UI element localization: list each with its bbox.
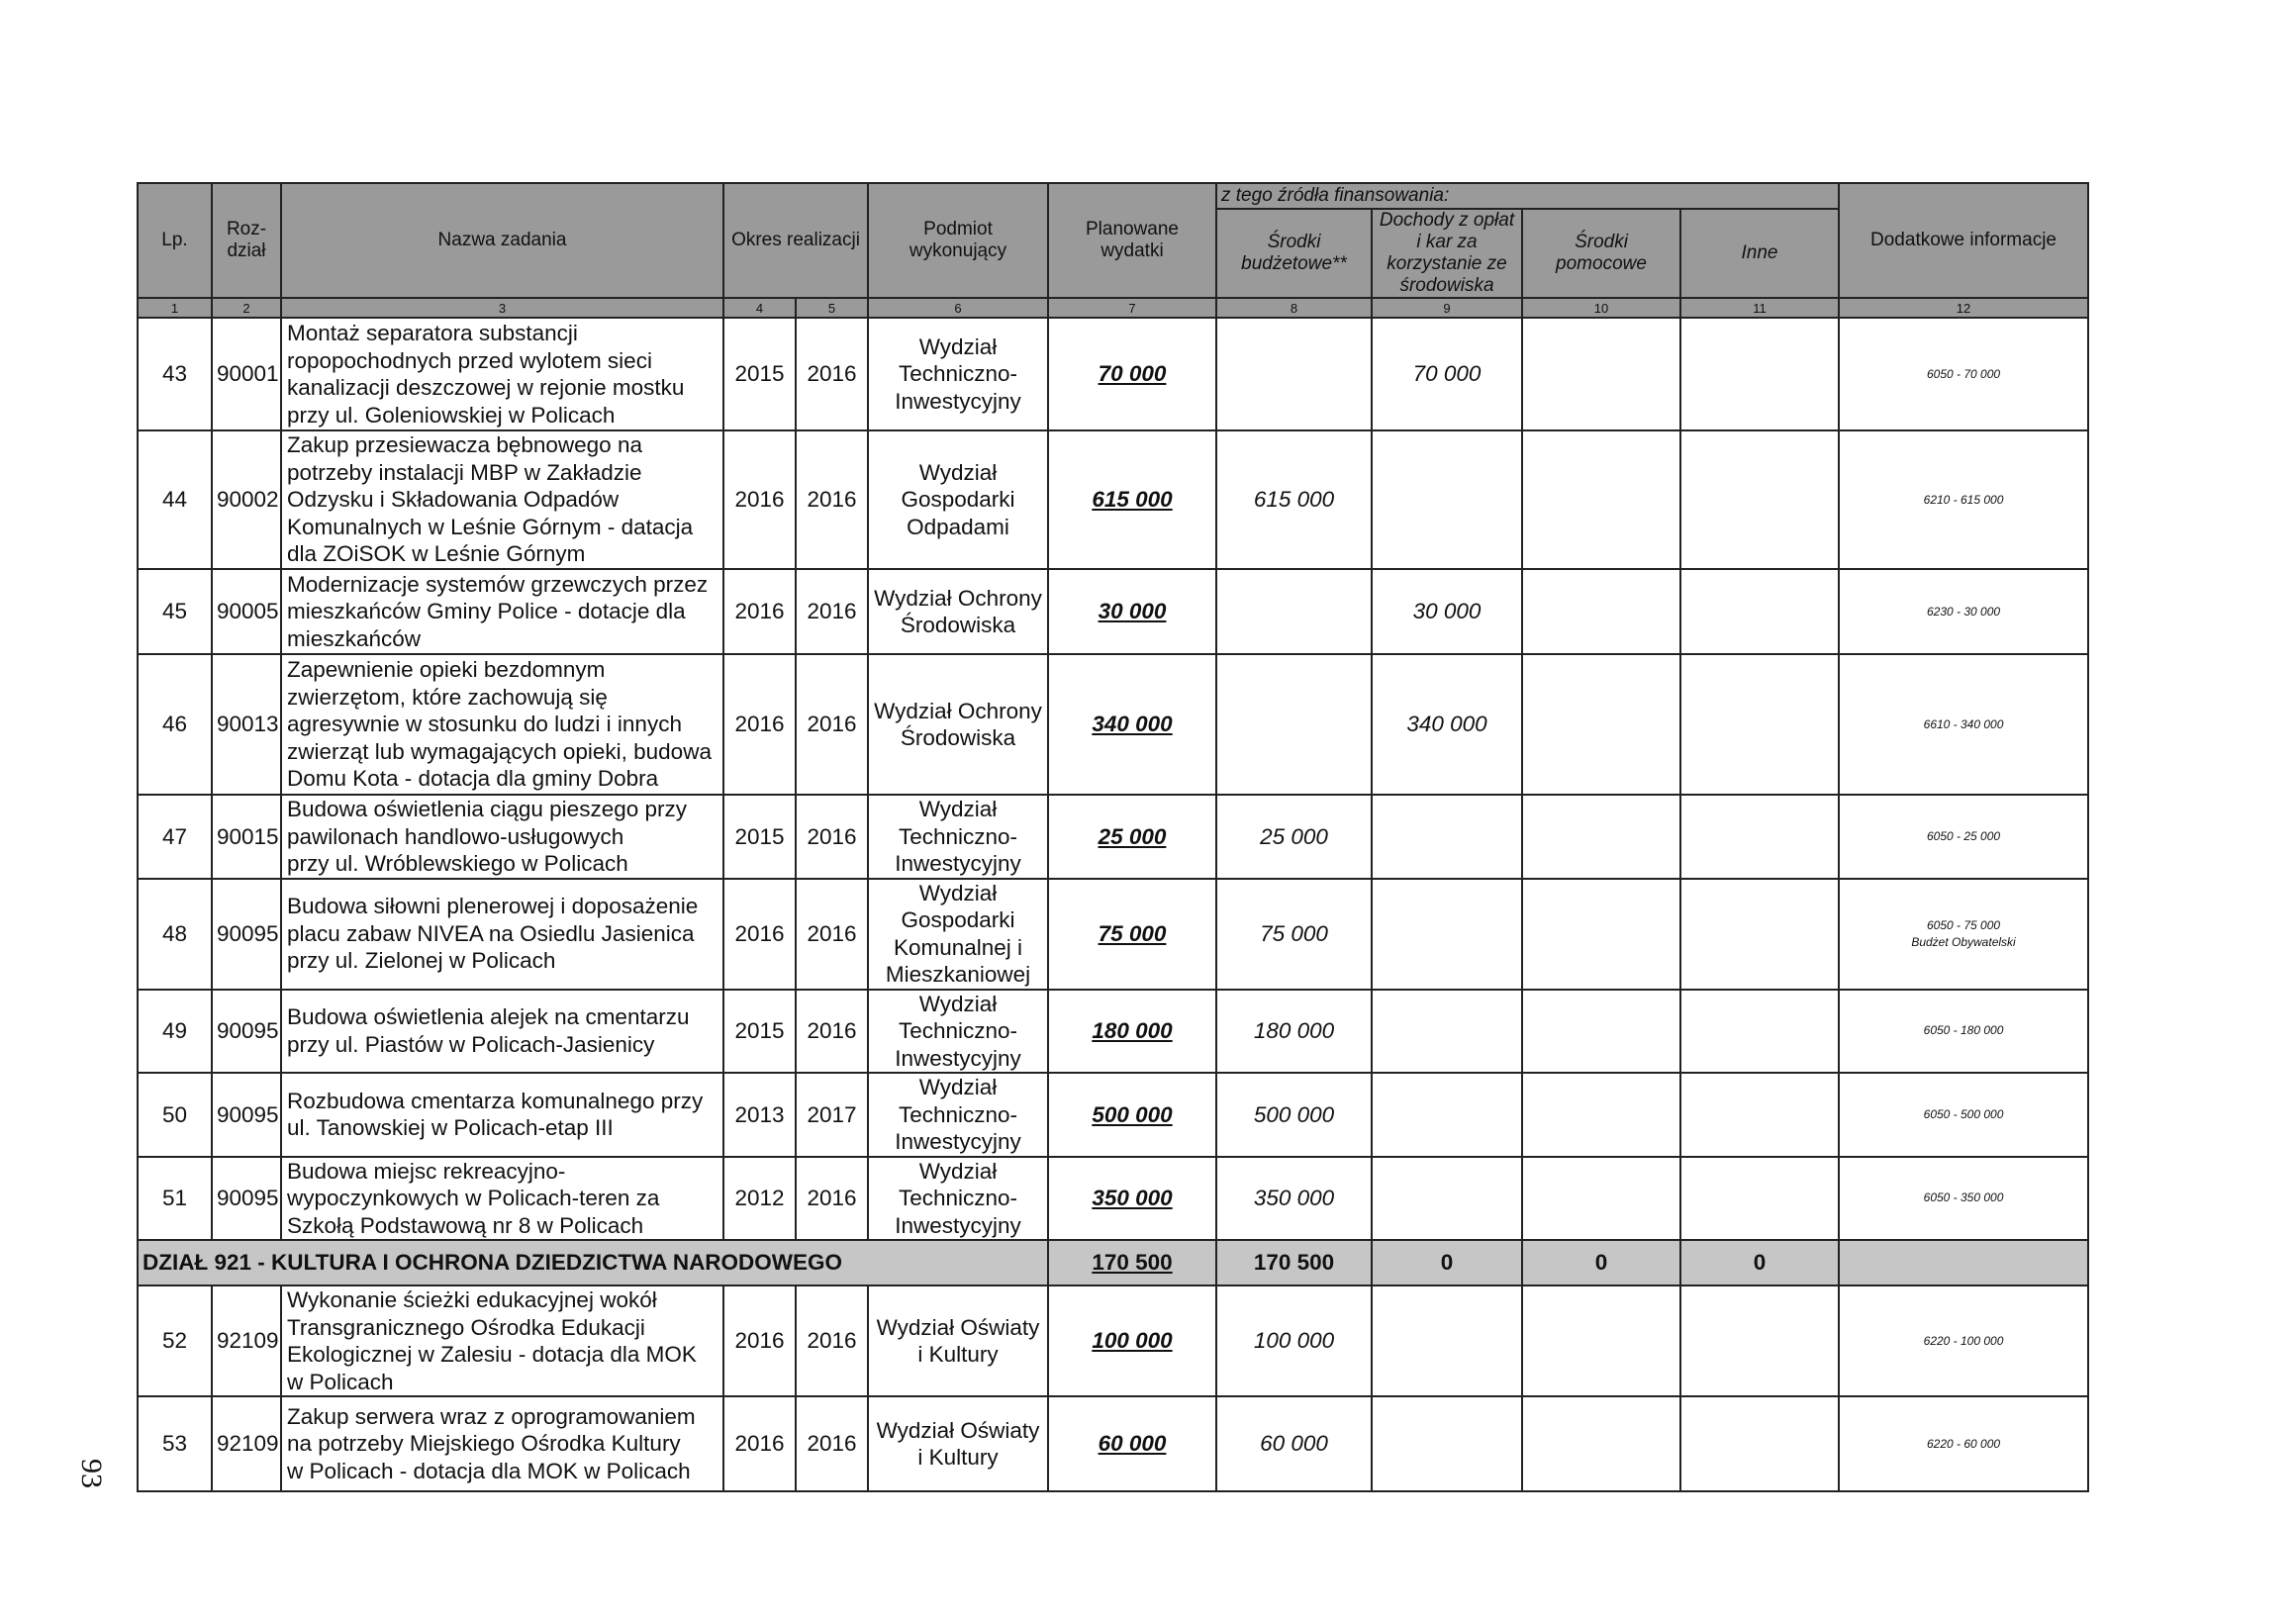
row-end-year: 2016 (796, 795, 868, 879)
task-name-line: Zakup przesiewacza bębnowego na (287, 432, 642, 458)
row-start-year: 2015 (723, 318, 796, 430)
dzial-inne: 0 (1680, 1240, 1839, 1285)
task-name-line: Wykonanie ścieżki edukacyjnej wokół (287, 1287, 657, 1312)
row-podmiot (868, 879, 1048, 990)
header-srodki-budzetowe: Środki budżetowe** (1216, 209, 1372, 298)
task-name-line: ropopochodnych przed wylotem sieci (287, 347, 652, 373)
dzial-budz: 170 500 (1216, 1240, 1372, 1285)
row-info (1839, 318, 2088, 430)
row-aid-funds (1522, 795, 1680, 879)
podmiot-line: Techniczno- (898, 1186, 1018, 1210)
row-task-name (281, 1285, 723, 1396)
podmiot-line: Inwestycyjny (895, 388, 1021, 414)
row-env-fees (1372, 1073, 1522, 1157)
row-info (1839, 654, 2088, 795)
col-number: 11 (1680, 298, 1839, 318)
row-end-year: 2016 (796, 879, 868, 990)
info-line: 6050 - 25 000 (1926, 828, 2001, 843)
row-start-year: 2016 (723, 569, 796, 654)
task-name-line: Transgranicznego Ośrodka Edukacji (287, 1314, 645, 1340)
row-lp: 47 (138, 795, 212, 879)
row-task-name (281, 430, 723, 569)
row-aid-funds (1522, 1157, 1680, 1241)
row-planned-amount: 70 000 (1048, 318, 1216, 430)
task-name-line: pawilonach handlowo-usługowych (287, 823, 624, 849)
podmiot-line: Techniczno- (898, 823, 1018, 849)
dzial-plan: 170 500 (1048, 1240, 1216, 1285)
row-podmiot (868, 318, 1048, 430)
row-lp: 50 (138, 1073, 212, 1157)
row-budget-funds (1216, 318, 1372, 430)
row-lp: 49 (138, 990, 212, 1074)
row-other-funds (1680, 1396, 1839, 1491)
info-line: 6050 - 75 000 (1926, 917, 2001, 932)
row-env-fees: 30 000 (1372, 569, 1522, 654)
row-planned-amount: 30 000 (1048, 569, 1216, 654)
podmiot-line: Wydział (918, 991, 998, 1016)
row-budget-funds: 350 000 (1216, 1157, 1372, 1241)
task-name-line: Zapewnienie opieki bezdomnym (287, 657, 606, 683)
row-task-name (281, 879, 723, 990)
row-lp: 43 (138, 318, 212, 430)
row-info (1839, 879, 2088, 990)
row-other-funds (1680, 1157, 1839, 1241)
podmiot-line: Inwestycyjny (895, 1045, 1021, 1071)
info-line: 6050 - 180 000 (1923, 1023, 2004, 1038)
row-aid-funds (1522, 879, 1680, 990)
podmiot-line: Środowiska (900, 725, 1016, 750)
table-row (138, 1157, 2088, 1241)
row-lp: 46 (138, 654, 212, 795)
row-start-year: 2016 (723, 879, 796, 990)
row-info (1839, 430, 2088, 569)
task-name-line: Montaż separatora substancji (287, 321, 578, 345)
podmiot-line: Wydział (918, 1075, 998, 1099)
task-name-line: Zakup serwera wraz z oprogramowaniem (287, 1403, 696, 1429)
header-planowane: Planowane wydatki (1048, 183, 1216, 298)
info-line: 6610 - 340 000 (1923, 716, 2004, 731)
row-other-funds (1680, 654, 1839, 795)
col-number: 3 (281, 298, 723, 318)
row-env-fees (1372, 1285, 1522, 1396)
row-aid-funds (1522, 1073, 1680, 1157)
podmiot-line: Wydział Oświaty (876, 1417, 1040, 1443)
row-budget-funds: 25 000 (1216, 795, 1372, 879)
row-rozdzial: 92109 (212, 1396, 281, 1491)
row-start-year: 2012 (723, 1157, 796, 1241)
row-aid-funds (1522, 430, 1680, 569)
col-number: 6 (868, 298, 1048, 318)
table-row (138, 318, 2088, 430)
row-env-fees (1372, 1396, 1522, 1491)
row-env-fees: 340 000 (1372, 654, 1522, 795)
row-lp: 44 (138, 430, 212, 569)
podmiot-line: Wydział Ochrony (874, 585, 1042, 611)
row-lp: 45 (138, 569, 212, 654)
table-row (138, 990, 2088, 1074)
task-name-line: agresywnie w stosunku do ludzi i innych (287, 712, 682, 737)
dzial-label: DZIAŁ 921 - KULTURA I OCHRONA DZIEDZICTWA NARODOWEGO (138, 1240, 1048, 1285)
col-number: 5 (796, 298, 868, 318)
row-start-year: 2015 (723, 990, 796, 1074)
podmiot-line: Techniczno- (898, 1018, 1018, 1043)
task-name-line: mieszkańców (287, 625, 422, 651)
podmiot-line: Wydział (918, 459, 998, 485)
task-name-line: Budowa siłowni plenerowej i doposażenie (287, 894, 699, 919)
table-row (138, 654, 2088, 795)
row-info (1839, 1157, 2088, 1241)
task-name-line: dla ZOiSOK w Leśnie Górnym (287, 541, 586, 567)
row-end-year: 2017 (796, 1073, 868, 1157)
row-rozdzial: 90005 (212, 569, 281, 654)
row-start-year: 2016 (723, 1285, 796, 1396)
header-rozdzial: Roz-dział (212, 183, 281, 298)
row-info (1839, 990, 2088, 1074)
task-name-line: Rozbudowa cmentarza komunalnego przy (287, 1088, 704, 1113)
row-task-name (281, 1073, 723, 1157)
row-rozdzial: 90013 (212, 654, 281, 795)
info-line: 6220 - 60 000 (1926, 1436, 2001, 1451)
info-line: 6220 - 100 000 (1923, 1333, 2004, 1348)
table-row (138, 879, 2088, 990)
row-env-fees (1372, 1157, 1522, 1241)
row-end-year: 2016 (796, 1285, 868, 1396)
podmiot-line: Inwestycyjny (895, 1212, 1021, 1238)
header-podmiot: Podmiot wykonujący (868, 183, 1048, 298)
row-rozdzial: 90015 (212, 795, 281, 879)
row-end-year: 2016 (796, 430, 868, 569)
row-budget-funds: 615 000 (1216, 430, 1372, 569)
podmiot-line: Techniczno- (898, 1101, 1018, 1127)
dzial-info (1839, 1240, 2088, 1285)
task-name-line: przy ul. Goleniowskiej w Policach (287, 402, 616, 428)
dzial-summary-row (138, 1240, 2088, 1285)
row-info (1839, 569, 2088, 654)
row-lp: 48 (138, 879, 212, 990)
header-dodatkowe: Dodatkowe informacje (1839, 183, 2088, 298)
task-name-line: Ekologicznej w Zalesiu - dotacja dla MOK (287, 1342, 697, 1367)
podmiot-line: Wydział (918, 880, 998, 905)
table-row (138, 430, 2088, 569)
col-number: 7 (1048, 298, 1216, 318)
row-info (1839, 1285, 2088, 1396)
row-task-name (281, 1157, 723, 1241)
podmiot-line: Wydział (918, 333, 998, 359)
row-podmiot (868, 430, 1048, 569)
dzial-pomoc: 0 (1522, 1240, 1680, 1285)
info-line: 6050 - 70 000 (1926, 366, 2001, 381)
row-info (1839, 1396, 2088, 1491)
row-aid-funds (1522, 569, 1680, 654)
podmiot-line: Techniczno- (898, 361, 1018, 387)
task-name-line: mieszkańców Gminy Police - dotacje dla (287, 599, 686, 624)
row-budget-funds: 100 000 (1216, 1285, 1372, 1396)
task-name-line: Odzysku i Składowania Odpadów (287, 487, 620, 513)
table-row (138, 1285, 2088, 1396)
task-name-line: Budowa oświetlenia ciągu pieszego przy (287, 797, 687, 821)
header-okres: Okres realizacji (723, 183, 868, 298)
row-env-fees (1372, 990, 1522, 1074)
row-other-funds (1680, 879, 1839, 990)
podmiot-line: Inwestycyjny (895, 851, 1021, 876)
task-name-line: na potrzeby Miejskiego Ośrodka Kultury (287, 1431, 681, 1457)
row-rozdzial: 90095 (212, 879, 281, 990)
task-name-line: wypoczynkowych w Policach-teren za (287, 1186, 660, 1210)
row-planned-amount: 500 000 (1048, 1073, 1216, 1157)
row-other-funds (1680, 569, 1839, 654)
header-inne: Inne (1680, 209, 1839, 298)
row-podmiot (868, 1396, 1048, 1491)
row-other-funds (1680, 318, 1839, 430)
row-info (1839, 795, 2088, 879)
task-name-line: zwierzętom, które zachowują się (287, 684, 608, 710)
row-planned-amount: 340 000 (1048, 654, 1216, 795)
task-name-line: Domu Kota - dotacja dla gminy Dobra (287, 766, 659, 792)
row-env-fees (1372, 430, 1522, 569)
header-lp: Lp. (138, 183, 212, 298)
table-row (138, 795, 2088, 879)
row-planned-amount: 350 000 (1048, 1157, 1216, 1241)
row-env-fees: 70 000 (1372, 318, 1522, 430)
row-other-funds (1680, 1285, 1839, 1396)
row-lp: 51 (138, 1157, 212, 1241)
col-number: 8 (1216, 298, 1372, 318)
col-number: 10 (1522, 298, 1680, 318)
task-rows (138, 318, 2088, 1240)
budget-table (137, 182, 2089, 1492)
row-rozdzial: 90002 (212, 430, 281, 569)
task-name-line: ul. Tanowskiej w Policach-etap III (287, 1115, 614, 1141)
row-other-funds (1680, 1073, 1839, 1157)
row-start-year: 2015 (723, 795, 796, 879)
dzial-section (138, 1240, 2088, 1285)
row-end-year: 2016 (796, 1157, 868, 1241)
info-line: 6210 - 615 000 (1923, 492, 2004, 507)
header-zrodla: z tego źródła finansowania: (1216, 183, 1839, 209)
podmiot-line: Wydział Ochrony (874, 698, 1042, 723)
table-header (138, 183, 2088, 318)
task-name-line: przy ul. Zielonej w Policach (287, 948, 556, 974)
row-rozdzial: 90095 (212, 1157, 281, 1241)
row-other-funds (1680, 990, 1839, 1074)
row-info (1839, 1073, 2088, 1157)
podmiot-line: Odpadami (907, 514, 1009, 539)
info-line: Budżet Obywatelski (1911, 934, 2016, 949)
table-row (138, 1073, 2088, 1157)
row-start-year: 2013 (723, 1073, 796, 1157)
page-number: 93 (75, 1459, 108, 1488)
row-planned-amount: 25 000 (1048, 795, 1216, 879)
row-start-year: 2016 (723, 1396, 796, 1491)
row-task-name (281, 654, 723, 795)
task-name-line: przy ul. Piastów w Policach-Jasienicy (287, 1031, 655, 1057)
row-budget-funds: 60 000 (1216, 1396, 1372, 1491)
row-end-year: 2016 (796, 318, 868, 430)
task-name-line: Komunalnych w Leśnie Górnym - datacja (287, 514, 694, 539)
row-task-name (281, 795, 723, 879)
row-aid-funds (1522, 1396, 1680, 1491)
task-name-line: zwierząt lub wymagających opieki, budowa (287, 738, 712, 764)
header-nazwa: Nazwa zadania (281, 183, 723, 298)
podmiot-line: Mieszkaniowej (885, 962, 1031, 987)
row-planned-amount: 100 000 (1048, 1285, 1216, 1396)
col-number: 9 (1372, 298, 1522, 318)
row-aid-funds (1522, 1285, 1680, 1396)
row-end-year: 2016 (796, 1396, 868, 1491)
col-number: 12 (1839, 298, 2088, 318)
task-name-line: placu zabaw NIVEA na Osiedlu Jasienica (287, 920, 695, 946)
col-number: 1 (138, 298, 212, 318)
row-planned-amount: 615 000 (1048, 430, 1216, 569)
row-aid-funds (1522, 318, 1680, 430)
row-lp: 53 (138, 1396, 212, 1491)
row-task-name (281, 318, 723, 430)
task-name-line: potrzeby instalacji MBP w Zakładzie (287, 459, 642, 485)
header-srodki-pomocowe: Środki pomocowe (1522, 209, 1680, 298)
row-task-name (281, 990, 723, 1074)
row-budget-funds: 75 000 (1216, 879, 1372, 990)
task-name-line: kanalizacji deszczowej w rejonie mostku (287, 375, 685, 400)
task-name-line: Szkołą Podstawową nr 8 w Policach (287, 1212, 644, 1238)
row-budget-funds (1216, 569, 1372, 654)
dzial-dochody: 0 (1372, 1240, 1522, 1285)
row-end-year: 2016 (796, 654, 868, 795)
podmiot-line: Wydział (918, 1158, 998, 1184)
podmiot-line: Komunalnej i (893, 934, 1023, 960)
row-aid-funds (1522, 990, 1680, 1074)
row-lp: 52 (138, 1285, 212, 1396)
task-name-line: Budowa oświetlenia alejek na cmentarzu (287, 1004, 690, 1030)
row-task-name (281, 569, 723, 654)
row-budget-funds (1216, 654, 1372, 795)
row-podmiot (868, 1157, 1048, 1241)
podmiot-line: Środowiska (900, 613, 1016, 637)
row-budget-funds: 180 000 (1216, 990, 1372, 1074)
task-name-line: Budowa miejsc rekreacyjno- (287, 1158, 566, 1184)
podmiot-line: Gospodarki (901, 907, 1015, 932)
task-name-line: w Policach (287, 1369, 394, 1394)
info-line: 6050 - 500 000 (1923, 1106, 2004, 1121)
task-rows-culture (138, 1285, 2088, 1491)
row-env-fees (1372, 795, 1522, 879)
row-podmiot (868, 1285, 1048, 1396)
row-end-year: 2016 (796, 569, 868, 654)
row-start-year: 2016 (723, 430, 796, 569)
row-planned-amount: 60 000 (1048, 1396, 1216, 1491)
column-number-row (138, 298, 2088, 318)
task-name-line: Modernizacje systemów grzewczych przez (287, 571, 709, 597)
row-rozdzial: 92109 (212, 1285, 281, 1396)
row-podmiot (868, 795, 1048, 879)
row-task-name (281, 1396, 723, 1491)
row-env-fees (1372, 879, 1522, 990)
table-row (138, 569, 2088, 654)
podmiot-line: i Kultury (917, 1342, 999, 1367)
row-rozdzial: 90095 (212, 1073, 281, 1157)
podmiot-line: Wydział (918, 797, 998, 821)
podmiot-line: Wydział Oświaty (876, 1314, 1040, 1340)
task-name-line: przy ul. Wróblewskiego w Policach (287, 851, 628, 876)
info-line: 6050 - 350 000 (1923, 1190, 2004, 1205)
row-planned-amount: 180 000 (1048, 990, 1216, 1074)
row-aid-funds (1522, 654, 1680, 795)
header-dochody: Dochody z opłat i kar za korzystanie ze środowiska (1372, 209, 1522, 298)
row-rozdzial: 90001 (212, 318, 281, 430)
podmiot-line: Inwestycyjny (895, 1129, 1021, 1154)
row-podmiot (868, 1073, 1048, 1157)
row-podmiot (868, 990, 1048, 1074)
row-planned-amount: 75 000 (1048, 879, 1216, 990)
row-budget-funds: 500 000 (1216, 1073, 1372, 1157)
row-start-year: 2016 (723, 654, 796, 795)
row-rozdzial: 90095 (212, 990, 281, 1074)
col-number: 4 (723, 298, 796, 318)
info-line: 6230 - 30 000 (1926, 604, 2001, 619)
task-name-line: w Policach - dotacja dla MOK w Policach (287, 1458, 691, 1483)
table-row (138, 1396, 2088, 1491)
row-end-year: 2016 (796, 990, 868, 1074)
podmiot-line: Gospodarki (901, 487, 1015, 513)
row-podmiot (868, 569, 1048, 654)
row-other-funds (1680, 795, 1839, 879)
podmiot-line: i Kultury (917, 1445, 999, 1470)
row-podmiot (868, 654, 1048, 795)
row-other-funds (1680, 430, 1839, 569)
col-number: 2 (212, 298, 281, 318)
